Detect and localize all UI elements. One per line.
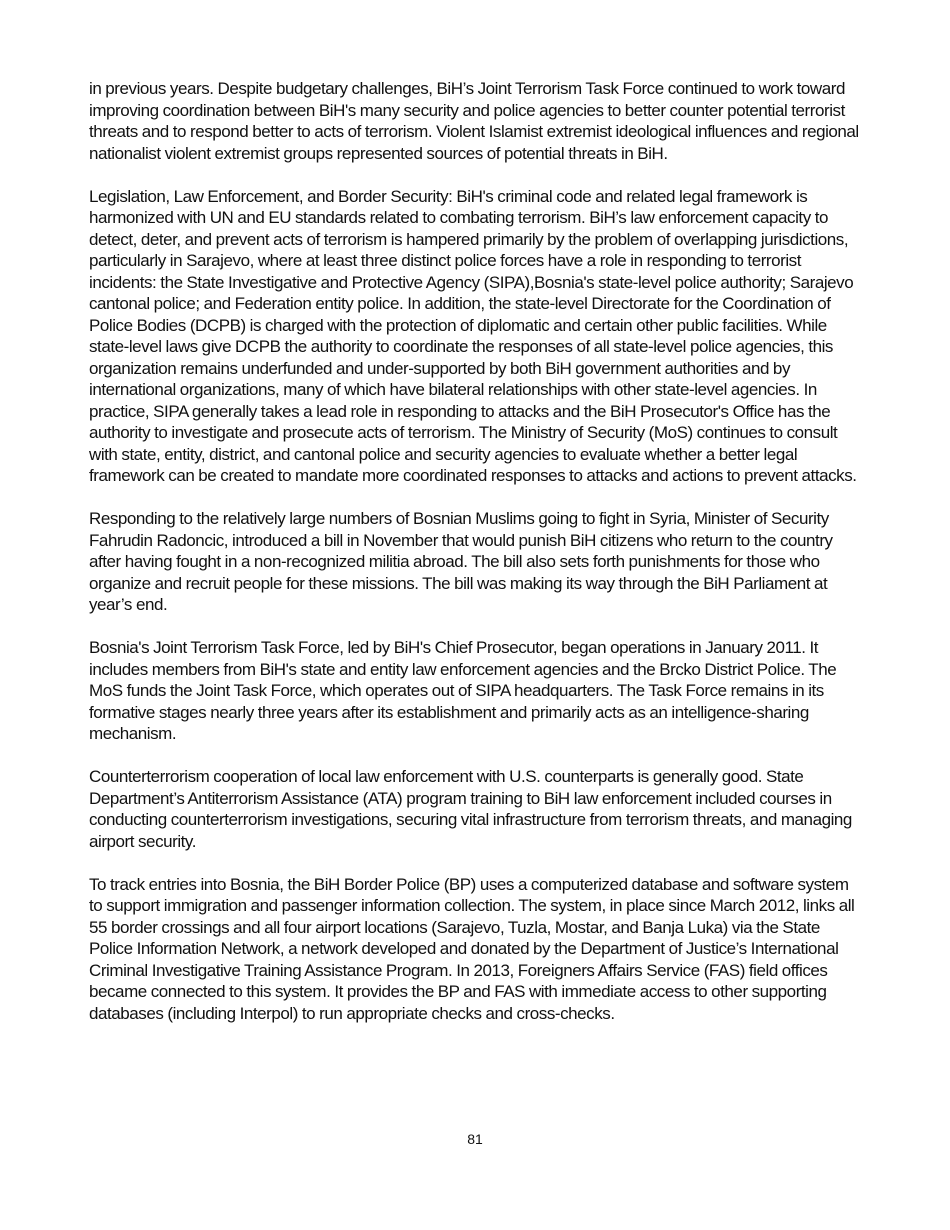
paragraph-border-police: To track entries into Bosnia, the BiH Border Police (BP) uses a computerized database and software system to support immigration and passenger information collection. The system, in place since March 2012, links all 55 border crossings and all four airport locations (Sarajevo, Tuzla, Mostar, and Banja Luka) via the State Police Information Network, a network developed and donated by the Department of Justice’s International Criminal Investigative Training Assistance Program. In 2013, Foreigners Affairs Service (FAS) field offices became connected to this system. It provides the BP and FAS with immediate access to other supporting databases (including Interpol) to run appropriate checks and cross-checks. [89,874,855,1023]
page-number: 81 [467,1131,483,1147]
paragraph-previous-years: in previous years. Despite budgetary challenges, BiH’s Joint Terrorism Task Force continued to work toward improving coordination between BiH's many security and police agencies to better counter potential terrorist threats and to respond better to acts of terrorism. Violent Islamist extremist ideological influences and regional nationalist violent extremist groups represented sources of potential threats in BiH. [89,79,859,163]
paragraph-foreign-fighters-bill: Responding to the relatively large numbers of Bosnian Muslims going to fight in Syria, Minister of Security Fahrudin Radoncic, introduced a bill in November that would punish BiH citizens who return to the country after having fought in a non-recognized militia abroad. The bill also sets forth punishments for those who organize and recruit people for these missions. The bill was making its way through the BiH Parliament at year’s end. [89,509,833,614]
paragraph-joint-terrorism-task-force: Bosnia's Joint Terrorism Task Force, led by BiH's Chief Prosecutor, began operations in January 2011. It includes members from BiH's state and entity law enforcement agencies and the Brcko District Police. The MoS funds the Joint Task Force, which operates out of SIPA headquarters. The Task Force remains in its formative stages nearly three years after its establishment and primarily acts as an intelligence-sharing mechanism. [89,638,837,743]
paragraph-counterterrorism-cooperation: Counterterrorism cooperation of local law enforcement with U.S. counterparts is generally good. State Department’s Antiterrorism Assistance (ATA) program training to BiH law enforcement included courses in conducting counterterrorism investigations, securing vital infrastructure from terrorism threats, and managing airport security. [89,767,852,851]
paragraph-legislation-law-enforcement: Legislation, Law Enforcement, and Border Security: BiH's criminal code and related legal framework is harmonized with UN and EU standards related to combating terrorism. BiH’s law enforcement capacity to detect, deter, and prevent acts of terrorism is hampered primarily by the problem of overlapping jurisdictions, particularly in Sarajevo, where at least three distinct police forces have a role in responding to terrorist incidents: the State Investigative and Protective Agency (SIPA),Bosnia's state-level police authority; Sarajevo cantonal police; and Federation entity police. In addition, the state-level Directorate for the Coordination of Police Bodies (DCPB) is charged with the protection of diplomatic and certain other public facilities. While state-level laws give DCPB the authority to coordinate the responses of all state-level police agencies, this organization remains underfunded and under-supported by both BiH government authorities and by international organizations, many of which have bilateral relationships with other state-level agencies. In practice, SIPA generally takes a lead role in responding to attacks and the BiH Prosecutor's Office has the authority to investigate and prosecute acts of terrorism. The Ministry of Security (MoS) continues to consult with state, entity, district, and cantonal police and security agencies to evaluate whether a better legal framework can be created to mandate more coordinated responses to attacks and actions to prevent attacks. [89,186,857,485]
document-body [89,78,865,1046]
